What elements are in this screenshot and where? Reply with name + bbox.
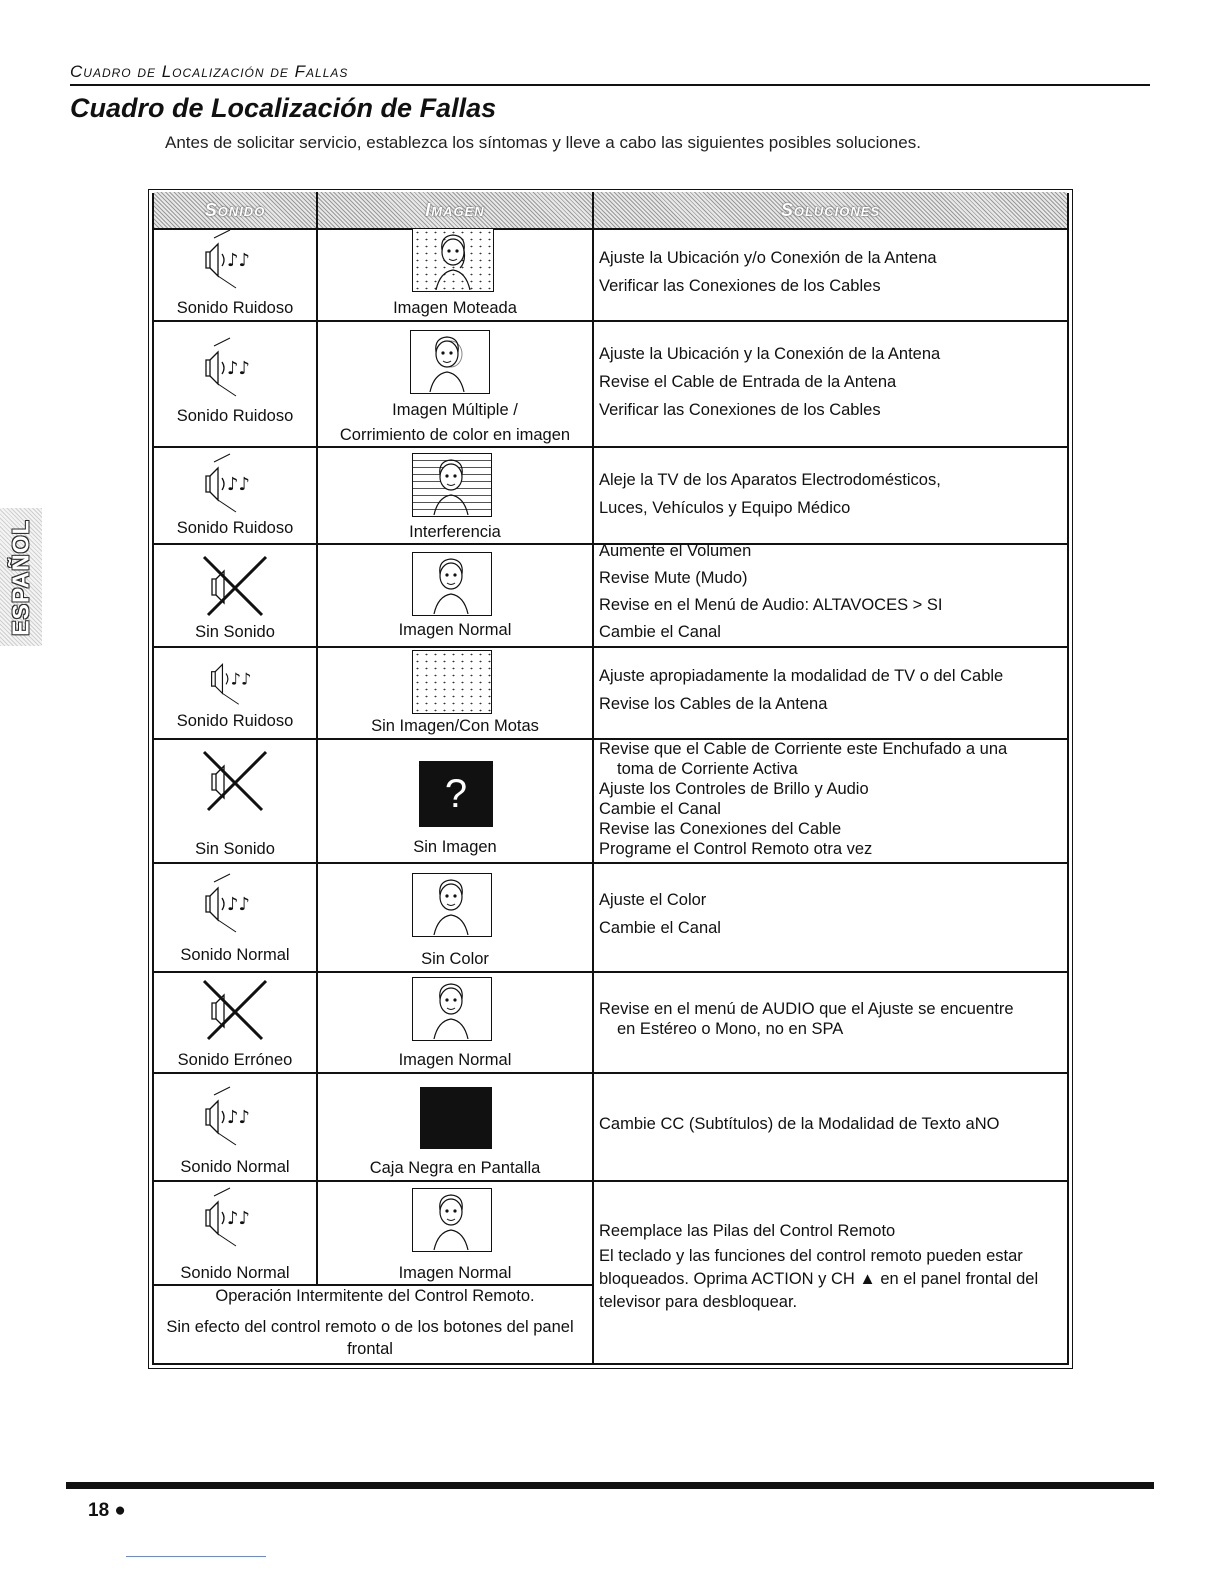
row8-sound: Sonido Erróneo <box>177 1051 293 1069</box>
face-icon <box>424 332 474 392</box>
tv-snow-icon <box>412 650 492 714</box>
question-mark-icon: ? <box>444 772 468 816</box>
row10-image: Imagen Normal <box>398 1264 512 1282</box>
row9-image: Caja Negra en Pantalla <box>369 1159 541 1177</box>
speaker-muted-icon <box>200 748 270 814</box>
running-head: Cuadro de Localización de Fallas <box>70 62 1150 86</box>
header-image-label: Imagen <box>425 199 485 220</box>
page-title: Cuadro de Localización de Fallas <box>70 93 497 123</box>
speaker-normal-icon <box>200 1085 266 1147</box>
svg-text:♪♪: ♪♪ <box>227 894 250 915</box>
svg-text:♪♪: ♪♪ <box>230 669 252 689</box>
svg-text:♪♪: ♪♪ <box>227 1208 250 1229</box>
row8-image: Imagen Normal <box>398 1051 512 1069</box>
header-solutions <box>594 192 1067 230</box>
speaker-noisy-icon <box>206 650 266 706</box>
row10-sound: Sonido Normal <box>180 1264 290 1282</box>
row5-solutions: Ajuste apropiadamente la modalidad de TV o del Cable Revise los Cables de la Antena <box>599 667 1004 713</box>
row2-sound: Sonido Ruidoso <box>176 407 294 425</box>
row2-image-sub: Corrimiento de color en imagen <box>339 426 571 444</box>
row9-solutions: Cambie CC (Subtítulos) de la Modalidad de Texto aNO <box>599 1115 1000 1133</box>
header-image <box>318 192 592 230</box>
row10-remote-issue: Operación Intermitente del Control Remoto. <box>215 1287 535 1305</box>
row4-solutions: Aumente el Volumen Revise Mute (Mudo) Revise en el Menú de Audio: ALTAVOCES > SI Cambie el Canal <box>599 542 943 641</box>
row8-solutions: Revise en el menú de AUDIO que el Ajuste se encuentre en Estéreo o Mono, no en SPA <box>599 1000 1014 1038</box>
language-tab <box>0 508 42 646</box>
tv-black-box-icon <box>420 1087 492 1149</box>
tv-no-picture-icon <box>419 761 493 827</box>
row2-solutions: Ajuste la Ubicación y la Conexión de la Antena Revise el Cable de Entrada de la Antena Verificar las Conexiones de los Cables <box>599 345 941 419</box>
footer-rule <box>66 1482 1154 1489</box>
speaker-muted-icon <box>200 553 270 619</box>
face-icon <box>428 875 474 935</box>
row5-sound: Sonido Ruidoso <box>176 712 294 730</box>
row7-sound: Sonido Normal <box>180 946 290 964</box>
row6-image: Sin Imagen <box>413 838 497 856</box>
speaker-noisy-icon <box>200 228 266 290</box>
row9-sound: Sonido Normal <box>180 1158 290 1176</box>
row2-image: Imagen Múltiple / <box>392 401 518 419</box>
intro-text: Antes de solicitar servicio, establezca los síntomas y lleve a cabo las siguientes posibles soluciones. <box>165 133 921 152</box>
row10-solutions: Reemplace las Pilas del Control Remoto El teclado y las funciones del control remoto pueden estar bloqueados. Oprima ACTION y CH ▲ en el panel frontal del televisor para desbloquear. <box>599 1222 1039 1311</box>
speaker-error-icon <box>200 977 270 1043</box>
row4-image: Imagen Normal <box>398 621 512 639</box>
row1-solutions: Ajuste la Ubicación y/o Conexión de la Antena Verificar las Conexiones de los Cables <box>599 249 937 295</box>
header-sound-label: Sonido <box>204 199 266 220</box>
face-icon <box>428 979 474 1039</box>
svg-text:♪♪: ♪♪ <box>227 358 250 379</box>
header-sound <box>154 192 316 230</box>
row7-image: Sin Color <box>421 950 489 968</box>
bottom-rule <box>126 1556 266 1557</box>
speaker-noisy-icon <box>200 452 266 514</box>
row7-solutions: Ajuste el Color Cambie el Canal <box>599 891 721 937</box>
face-icon <box>428 554 474 614</box>
face-icon <box>428 455 474 515</box>
language-tab-label: ESPAÑOL <box>7 518 34 636</box>
speaker-normal-icon <box>200 872 266 934</box>
row6-solutions: Revise que el Cable de Corriente este Enchufado a una toma de Corriente Activa Ajuste los Controles de Brillo y Audio Cambie el Canal Revise las Conexiones del Cable Programe el Control Remoto otra vez <box>599 740 1008 858</box>
face-icon <box>428 1190 474 1250</box>
row6-sound: Sin Sonido <box>195 840 275 858</box>
row3-sound: Sonido Ruidoso <box>176 519 294 537</box>
row5-image: Sin Imagen/Con Motas <box>371 717 539 735</box>
svg-text:♪♪: ♪♪ <box>227 474 250 495</box>
header-solutions-label: Soluciones <box>780 199 881 220</box>
row3-solutions: Aleje la TV de los Aparatos Electrodomésticos, Luces, Vehículos y Equipo Médico <box>599 471 941 517</box>
row10-remote-issue-detail: Sin efecto del control remoto o de los botones del panel frontal <box>166 1318 574 1358</box>
speaker-noisy-icon <box>200 336 266 398</box>
row3-image: Interferencia <box>409 523 501 541</box>
svg-text:♪♪: ♪♪ <box>227 250 250 271</box>
row4-sound: Sin Sonido <box>195 623 275 641</box>
speaker-normal-icon <box>200 1186 266 1248</box>
row1-sound: Sonido Ruidoso <box>176 299 294 317</box>
face-icon <box>430 230 476 290</box>
row1-image: Imagen Moteada <box>393 299 517 317</box>
svg-text:♪♪: ♪♪ <box>227 1107 250 1128</box>
page-number: 18 ● <box>88 1500 126 1521</box>
